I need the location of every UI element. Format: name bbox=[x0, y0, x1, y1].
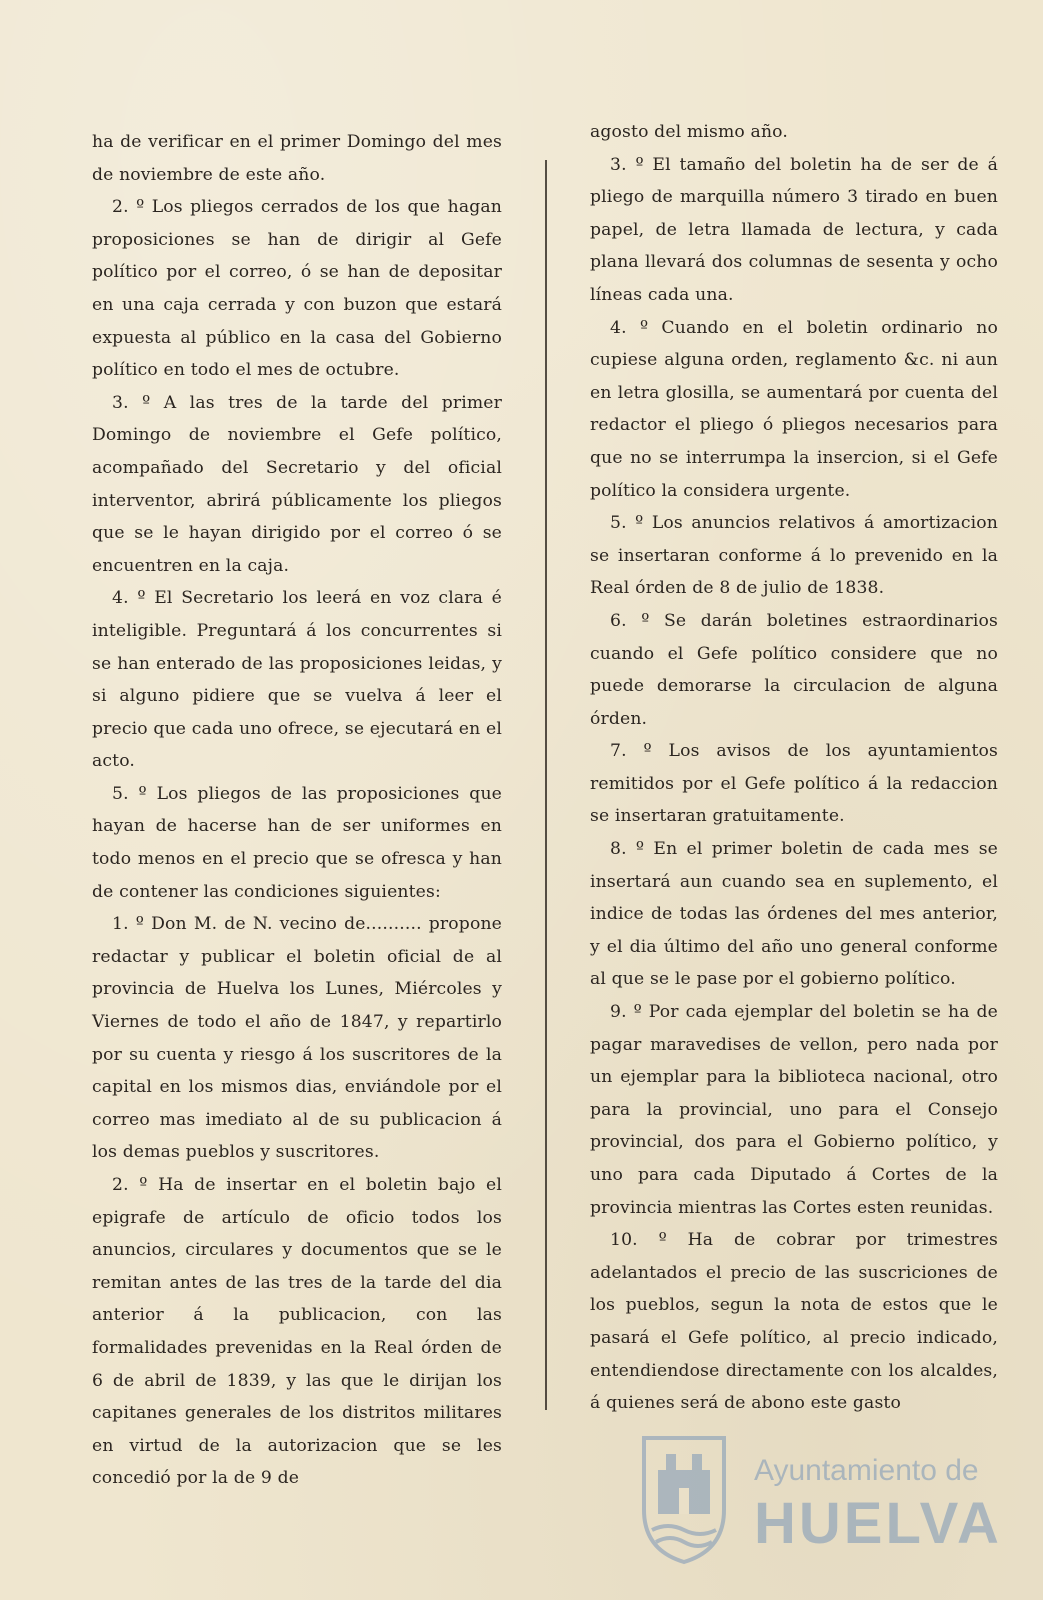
watermark-line2: HUELVA bbox=[754, 1491, 1002, 1556]
paragraph: 4. º El Secretario los leerá en voz clara é inteligible. Preguntará á los concurrentes si se han enterado de las proposiciones leidas, y si alguno pidiere que se vuelva á leer el precio que cada uno ofrece, se ejecutará en el acto. bbox=[92, 588, 502, 772]
coat-of-arms-icon bbox=[636, 1430, 732, 1566]
left-column bbox=[92, 126, 502, 1495]
watermark-line1: Ayuntamiento de bbox=[754, 1454, 979, 1487]
paragraph: 3. º El tamaño del boletin ha de ser de á pliego de marquilla número 3 tirado en buen papel, de letra llamada de lectura, y cada plana llevará dos columnas de sesenta y ocho líneas cada una. bbox=[590, 154, 998, 305]
paragraph: 2. º Ha de insertar en el boletin bajo el epigrafe de artículo de oficio todos los anuncios, circulares y documentos que se le remitan antes de las tres de la tarde del dia anterior á la publicacion, con las formalidades prevenidas en la Real órden de 6 de abril de 1839, y las que le dirijan los capitanes generales de los distritos militares en virtud de la autorizacion que se les concedió por la de 9 de bbox=[92, 1175, 502, 1489]
column-divider bbox=[545, 160, 547, 1410]
paragraph: ha de verificar en el primer Domingo del mes de noviembre de este año. bbox=[92, 132, 502, 185]
paragraph: 5. º Los pliegos de las proposiciones que hayan de hacerse han de ser uniformes en todo menos en el precio que se ofresca y han de contener las condiciones siguientes: bbox=[92, 783, 502, 902]
paragraph: 5. º Los anuncios relativos á amortizacion se insertaran conforme á lo prevenido en la Real órden de 8 de julio de 1838. bbox=[590, 513, 998, 599]
paragraph: 9. º Por cada ejemplar del boletin se ha de pagar maravedises de vellon, pero nada por un ejemplar para la biblioteca nacional, otro para la provincial, uno para el Consejo provincial, dos para el Gobierno político, y uno para cada Diputado á Cortes de la provincia mientras las Cortes esten reunidas. bbox=[590, 1002, 998, 1218]
paragraph: 3. º A las tres de la tarde del primer Domingo de noviembre el Gefe político, acompañado del Secretario y del oficial interventor, abrirá públicamente los pliegos que se le hayan dirigido por el correo ó se encuentren en la caja. bbox=[92, 392, 502, 576]
paragraph: 7. º Los avisos de los ayuntamientos remitidos por el Gefe político á la redaccion se insertaran gratuitamente. bbox=[590, 741, 998, 827]
paragraph: 1. º Don M. de N. vecino de.......... propone redactar y publicar el boletin oficial de al provincia de Huelva los Lunes, Miércoles y Viernes de todo el año de 1847, y repartirlo por su cuenta y riesgo á los suscritores de la capital en los mismos dias, enviándole por el correo mas imediato al de su publicacion á los demas pueblos y suscritores. bbox=[92, 914, 502, 1163]
paragraph: 10. º Ha de cobrar por trimestres adelantados el precio de las suscriciones de los pueblos, segun la nota de estos que le pasará el Gefe político, al precio indicado, entendiendose directamente con los alcaldes, á quienes será de abono este gasto bbox=[590, 1230, 998, 1414]
paragraph: 8. º En el primer boletin de cada mes se insertará aun cuando sea en suplemento, el indice de todas las órdenes del mes anterior, y el dia último del año uno general conforme al que se le pase por el gobierno político. bbox=[590, 839, 998, 990]
paragraph: agosto del mismo año. bbox=[590, 122, 788, 142]
paragraph: 6. º Se darán boletines estraordinarios cuando el Gefe político considere que no puede demorarse la circulacion de alguna órden. bbox=[590, 610, 998, 729]
right-column bbox=[590, 116, 998, 1420]
watermark-logo bbox=[636, 1430, 1002, 1580]
paragraph: 2. º Los pliegos cerrados de los que hagan proposiciones se han de dirigir al Gefe político por el correo, ó se han de depositar en una caja cerrada y con buzon que estará expuesta al público en la casa del Gobierno político en todo el mes de octubre. bbox=[92, 197, 502, 381]
paragraph: 4. º Cuando en el boletin ordinario no cupiese alguna orden, reglamento &c. ni aun en letra glosilla, se aumentará por cuenta del redactor el pliego ó pliegos necesarios para que no se interrumpa la insercion, si el Gefe político la considera urgente. bbox=[590, 317, 998, 501]
